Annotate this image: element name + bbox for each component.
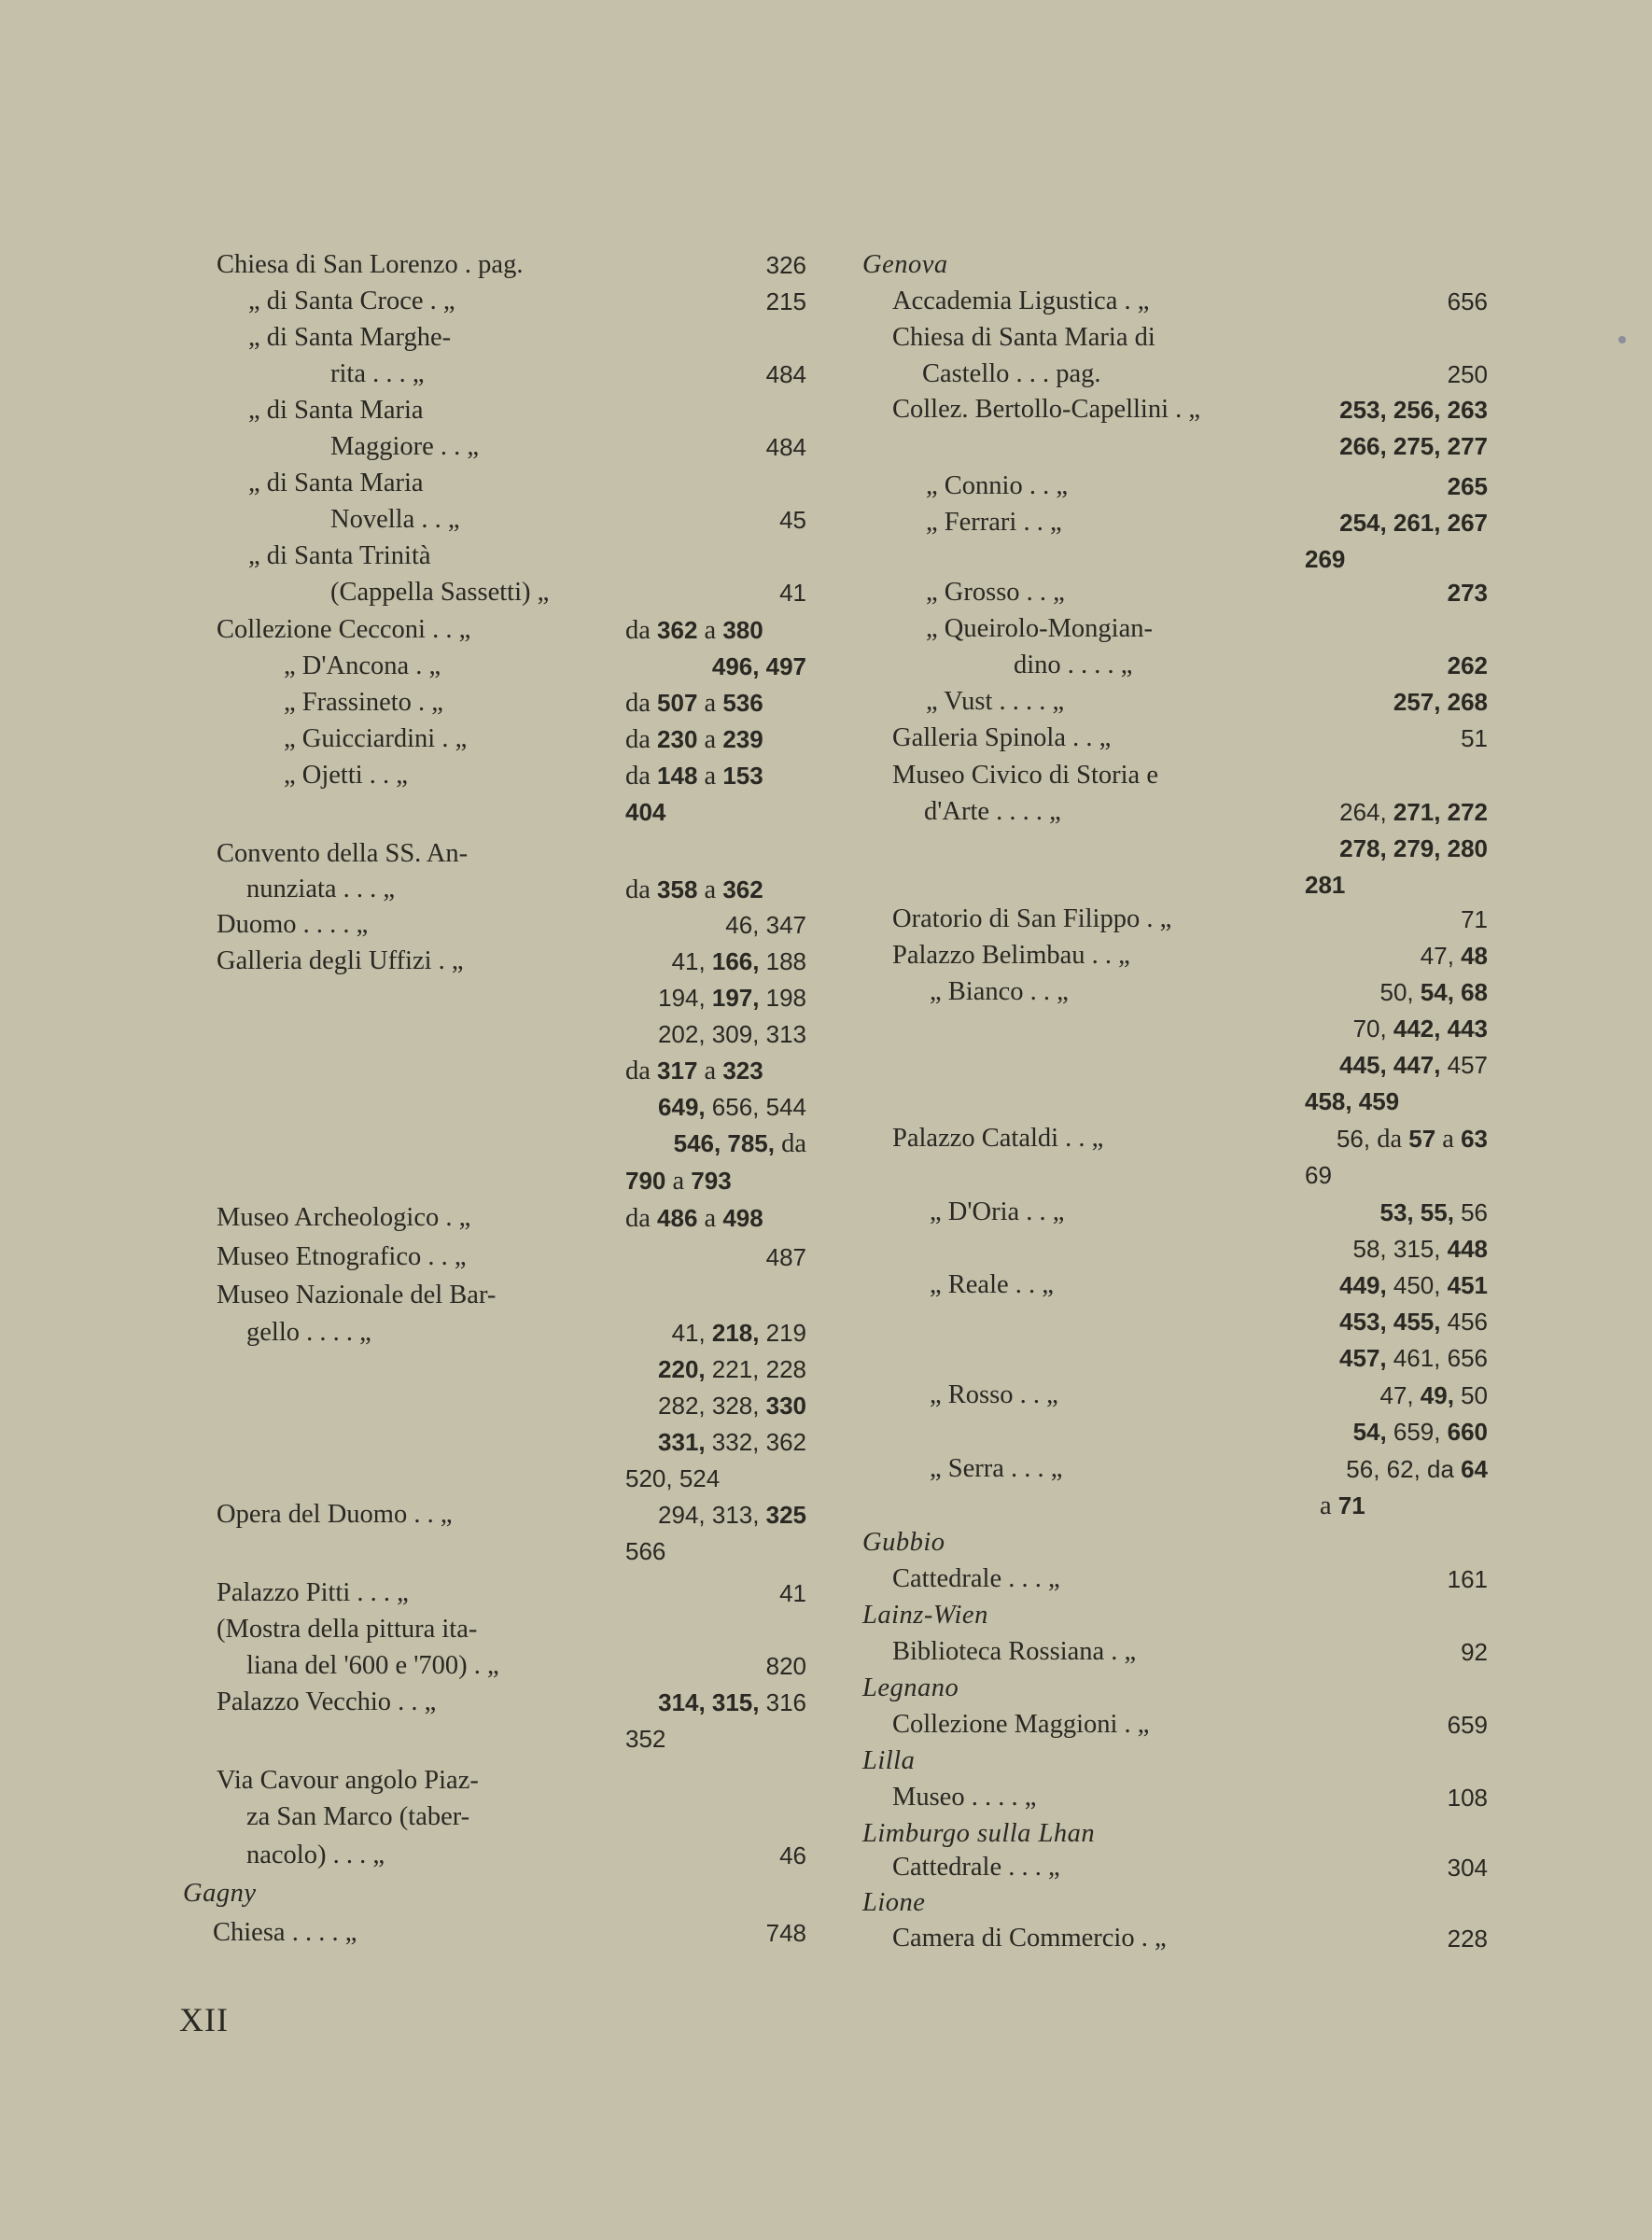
entry-label: „ Queirolo-Mongian- bbox=[926, 614, 1153, 643]
entry-label: Palazzo Pitti . . . „ bbox=[217, 1578, 409, 1607]
entry-label: Museo Civico di Storia e bbox=[892, 761, 1158, 790]
entry-label: (Cappella Sassetti) „ bbox=[330, 578, 550, 607]
entry-label: liana del '600 e '700) . „ bbox=[246, 1651, 499, 1680]
paper-speck bbox=[1618, 336, 1626, 343]
entry-label: Museo Archeologico . „ bbox=[217, 1203, 471, 1232]
page-ref: 449, 450, 451 bbox=[1339, 1271, 1488, 1299]
page-ref: 41, 218, 219 bbox=[671, 1319, 806, 1347]
entry-label: Duomo . . . . „ bbox=[217, 910, 369, 939]
page-ref: 56, da 57 a 63 bbox=[1336, 1125, 1488, 1154]
entry-label: (Mostra della pittura ita- bbox=[217, 1615, 478, 1644]
entry-label: „ D'Oria . . „ bbox=[930, 1197, 1065, 1226]
entry-label: Oratorio di San Filippo . „ bbox=[892, 904, 1172, 933]
page-ref: 496, 497 bbox=[711, 652, 806, 680]
city-heading: Gubbio bbox=[862, 1528, 945, 1557]
page-ref: 282, 328, 330 bbox=[658, 1392, 806, 1420]
city-heading: Lione bbox=[862, 1888, 926, 1917]
page-ref: 659 bbox=[1447, 1711, 1488, 1739]
entry-label: Museo . . . . „ bbox=[892, 1783, 1037, 1812]
page-ref: 108 bbox=[1447, 1784, 1488, 1812]
page-ref: 278, 279, 280 bbox=[1339, 834, 1488, 862]
page-ref: 71 bbox=[1461, 905, 1488, 933]
page-ref: 50, 54, 68 bbox=[1379, 978, 1488, 1006]
page-ref: 56, 62, da 64 bbox=[1346, 1455, 1488, 1483]
page-ref: 314, 315, 316 bbox=[658, 1688, 806, 1716]
page-ref: 45 bbox=[779, 506, 806, 534]
city-heading: Lainz-Wien bbox=[862, 1601, 988, 1630]
entry-label: „ Serra . . . „ bbox=[930, 1454, 1063, 1483]
entry-label: „ Rosso . . „ bbox=[930, 1380, 1058, 1409]
page-ref: 331, 332, 362 bbox=[658, 1428, 806, 1456]
page-ref: 215 bbox=[765, 287, 806, 315]
page-folio: XII bbox=[179, 2001, 229, 2038]
entry-label: Castello . . . pag. bbox=[922, 359, 1101, 388]
entry-label: za San Marco (taber- bbox=[246, 1802, 470, 1831]
entry-label: Opera del Duomo . . „ bbox=[217, 1500, 453, 1529]
page-ref: 257, 268 bbox=[1393, 688, 1488, 716]
entry-label: nunziata . . . „ bbox=[246, 875, 396, 903]
page-ref: 649, 656, 544 bbox=[658, 1093, 806, 1121]
page-ref: 250 bbox=[1447, 360, 1488, 388]
page-ref: 326 bbox=[765, 251, 806, 279]
entry-label: Camera di Commercio . „ bbox=[892, 1924, 1167, 1953]
page-ref: 92 bbox=[1461, 1638, 1488, 1666]
page-ref: 51 bbox=[1461, 724, 1488, 752]
page-ref: 404 bbox=[625, 798, 666, 826]
entry-label: Collez. Bertollo-Capellini . „ bbox=[892, 395, 1201, 424]
entry-label: rita . . . „ bbox=[330, 359, 425, 388]
page-ref: 458, 459 bbox=[1305, 1087, 1400, 1115]
entry-label: Cattedrale . . . „ bbox=[892, 1564, 1060, 1593]
page-ref: 58, 315, 448 bbox=[1352, 1235, 1488, 1263]
entry-label: Via Cavour angolo Piaz- bbox=[217, 1766, 479, 1795]
entry-label: Museo Etnografico . . „ bbox=[217, 1242, 467, 1271]
city-heading: Legnano bbox=[862, 1673, 959, 1702]
entry-label: Palazzo Vecchio . . „ bbox=[217, 1687, 437, 1716]
entry-label: „ D'Ancona . „ bbox=[284, 651, 441, 680]
page-ref: 520, 524 bbox=[625, 1464, 721, 1492]
page-ref: 53, 55, 56 bbox=[1379, 1198, 1488, 1226]
entry-label: dino . . . . „ bbox=[1014, 651, 1133, 679]
entry-label: Biblioteca Rossiana . „ bbox=[892, 1637, 1137, 1666]
entry-label: „ di Santa Maria bbox=[248, 396, 424, 425]
page-ref: 254, 261, 267 bbox=[1339, 509, 1488, 537]
entry-label: „ di Santa Croce . „ bbox=[248, 287, 455, 315]
city-heading: Gagny bbox=[183, 1879, 257, 1908]
page-ref: 304 bbox=[1447, 1854, 1488, 1882]
entry-label: „ Connio . . „ bbox=[926, 471, 1068, 500]
page-ref: da 230 a 239 bbox=[625, 725, 763, 754]
entry-label: nacolo) . . . „ bbox=[246, 1841, 385, 1869]
entry-label: „ Grosso . . „ bbox=[926, 578, 1065, 607]
entry-label: Maggiore . . „ bbox=[330, 432, 480, 461]
entry-label: gello . . . . „ bbox=[246, 1318, 371, 1347]
page-ref: 264, 271, 272 bbox=[1339, 798, 1488, 826]
entry-label: „ Vust . . . . „ bbox=[926, 687, 1065, 716]
entry-label: Galleria degli Uffizi . „ bbox=[217, 946, 464, 975]
page-ref: 269 bbox=[1305, 545, 1346, 573]
page-ref: 484 bbox=[765, 360, 806, 388]
page-ref: 445, 447, 457 bbox=[1339, 1051, 1488, 1079]
page-ref: da 148 a 153 bbox=[625, 762, 763, 791]
page-ref: 487 bbox=[765, 1243, 806, 1271]
page-ref: a 71 bbox=[1320, 1491, 1365, 1520]
page-ref: 70, 442, 443 bbox=[1352, 1015, 1488, 1043]
entry-label: Palazzo Belimbau . . „ bbox=[892, 941, 1130, 970]
page-ref: 46, 347 bbox=[725, 911, 806, 939]
entry-label: „ Frassineto . „ bbox=[284, 688, 443, 717]
page-ref: 294, 313, 325 bbox=[658, 1501, 806, 1529]
page-ref: 820 bbox=[765, 1652, 806, 1680]
entry-label: Chiesa . . . . „ bbox=[213, 1918, 357, 1947]
page-ref: 265 bbox=[1447, 472, 1488, 500]
page-ref: 266, 275, 277 bbox=[1339, 432, 1488, 460]
entry-label: „ di Santa Trinità bbox=[248, 541, 431, 570]
entry-label: Museo Nazionale del Bar- bbox=[217, 1281, 497, 1309]
page-ref: da 317 a 323 bbox=[625, 1057, 763, 1085]
page-ref: 47, 48 bbox=[1420, 942, 1488, 970]
entry-label: „ Bianco . . „ bbox=[930, 977, 1069, 1006]
page-ref: 748 bbox=[765, 1919, 806, 1947]
entry-label: d'Arte . . . . „ bbox=[924, 797, 1061, 826]
page-ref: 273 bbox=[1447, 579, 1488, 607]
entry-label: „ di Santa Maria bbox=[248, 469, 424, 497]
page-ref: 352 bbox=[625, 1725, 666, 1753]
entry-label: Chiesa di Santa Maria di bbox=[892, 323, 1155, 352]
page-ref: 202, 309, 313 bbox=[657, 1020, 806, 1048]
city-heading: Limburgo sulla Lhan bbox=[862, 1819, 1096, 1848]
page-ref: 253, 256, 263 bbox=[1339, 396, 1488, 424]
page-ref: da 486 a 498 bbox=[625, 1204, 763, 1233]
entry-label: Accademia Ligustica . „ bbox=[892, 287, 1150, 315]
page-ref: 262 bbox=[1447, 651, 1488, 679]
page-ref: 41 bbox=[779, 1579, 806, 1607]
entry-label: „ Reale . . „ bbox=[930, 1270, 1054, 1299]
entry-label: Cattedrale . . . „ bbox=[892, 1853, 1060, 1882]
entry-label: Novella . . „ bbox=[330, 505, 460, 534]
entry-label: „ Guicciardini . „ bbox=[284, 724, 468, 753]
entry-label: Convento della SS. An- bbox=[217, 839, 469, 868]
entry-label: Collezione Maggioni . „ bbox=[892, 1710, 1150, 1739]
entry-label: „ Ojetti . . „ bbox=[284, 761, 408, 790]
page-ref: 790 a 793 bbox=[625, 1167, 732, 1196]
page-ref: 69 bbox=[1305, 1161, 1332, 1189]
page-ref: da 362 a 380 bbox=[625, 616, 763, 645]
page-ref: da 358 a 362 bbox=[625, 875, 763, 904]
page-ref: 41 bbox=[779, 579, 806, 607]
entry-label: Collezione Cecconi . . „ bbox=[217, 615, 471, 644]
page-ref: 546, 785, da bbox=[673, 1129, 806, 1158]
page-ref: 41, 166, 188 bbox=[671, 947, 806, 975]
entry-label: „ di Santa Marghe- bbox=[248, 323, 452, 352]
entry-label: „ Ferrari . . „ bbox=[926, 508, 1062, 537]
entry-label: Galleria Spinola . . „ bbox=[892, 723, 1112, 752]
page-ref: 194, 197, 198 bbox=[658, 984, 806, 1012]
page-ref: 220, 221, 228 bbox=[658, 1355, 806, 1383]
page-ref: 457, 461, 656 bbox=[1339, 1344, 1488, 1372]
page-ref: 281 bbox=[1305, 871, 1346, 899]
city-heading: Genova bbox=[862, 250, 948, 279]
page-ref: 656 bbox=[1447, 287, 1488, 315]
page-ref: 566 bbox=[625, 1537, 666, 1565]
page-ref: da 507 a 536 bbox=[625, 689, 763, 718]
page-ref: 54, 659, 660 bbox=[1352, 1418, 1488, 1446]
page-ref: 161 bbox=[1447, 1565, 1488, 1593]
entry-label: Chiesa di San Lorenzo . pag. bbox=[217, 250, 524, 279]
page-ref: 228 bbox=[1447, 1925, 1488, 1953]
page-ref: 46 bbox=[779, 1841, 806, 1869]
entry-label: Palazzo Cataldi . . „ bbox=[892, 1124, 1104, 1153]
city-heading: Lilla bbox=[862, 1746, 916, 1775]
page-ref: 484 bbox=[765, 433, 806, 461]
page-ref: 47, 49, 50 bbox=[1379, 1381, 1488, 1409]
page-ref: 453, 455, 456 bbox=[1339, 1308, 1488, 1336]
